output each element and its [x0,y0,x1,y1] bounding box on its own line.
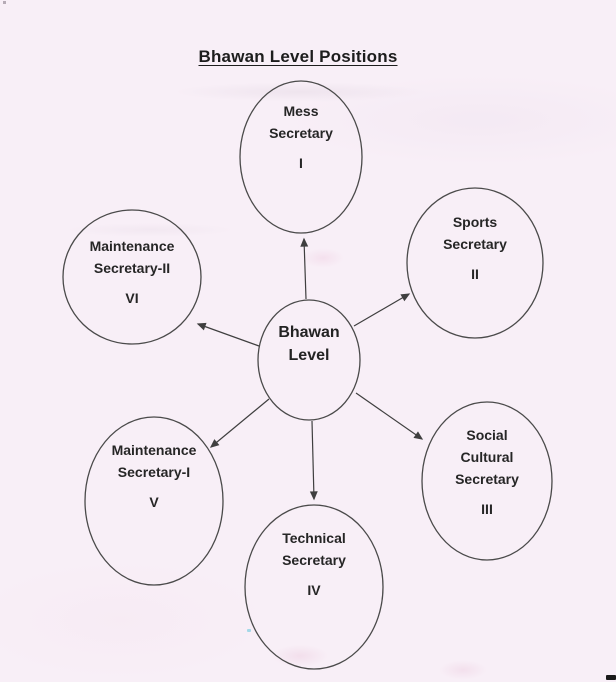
node-sports-secretary-label [443,211,507,285]
arrow-to-social-cultural-secretary [356,393,422,439]
node-label-line: Secretary-I [117,464,191,480]
node-label-line: Cultural [460,449,514,465]
node-label-line: Maintenance [89,238,175,254]
node-numeral: V [149,494,159,510]
node-label-line: Mess [283,103,319,119]
node-label-line: Technical [282,530,346,546]
node-numeral: IV [307,582,321,598]
node-label-line: Social [466,427,508,443]
node-maintenance-secretary-2-label [90,235,175,309]
node-mess-secretary-label [269,100,333,174]
node-label-line: Secretary [443,236,507,252]
node-label-line: Sports [452,214,498,230]
node-label-line: Maintenance [111,442,197,458]
node-label-line: Secretary-II [93,260,171,276]
arrow-to-maintenance-secretary-1 [211,399,269,447]
node-numeral: VI [125,290,139,306]
arrow-to-technical-secretary [312,421,314,499]
blue-speck [247,629,251,632]
node-maintenance-secretary-1-label [112,439,197,513]
node-technical-secretary-label [282,527,346,601]
node-numeral: I [299,155,303,171]
node-social-cultural-secretary-label [455,424,519,520]
scan-corner-mark [606,675,616,680]
node-label-line: Secretary [269,125,333,141]
page-title: Bhawan Level Positions [198,47,398,66]
arrow-to-mess-secretary [304,239,306,299]
node-numeral: II [471,266,479,282]
node-label-line: Bhawan [278,324,340,341]
node-label-line: Secretary [455,471,519,487]
top-left-speck [3,1,6,4]
node-numeral: III [481,501,493,517]
arrow-to-maintenance-secretary-2 [198,324,259,346]
arrow-to-sports-secretary [354,294,409,326]
node-bhawan-level-label [278,321,339,367]
node-label-line: Level [288,347,330,364]
node-label-line: Secretary [282,552,346,568]
